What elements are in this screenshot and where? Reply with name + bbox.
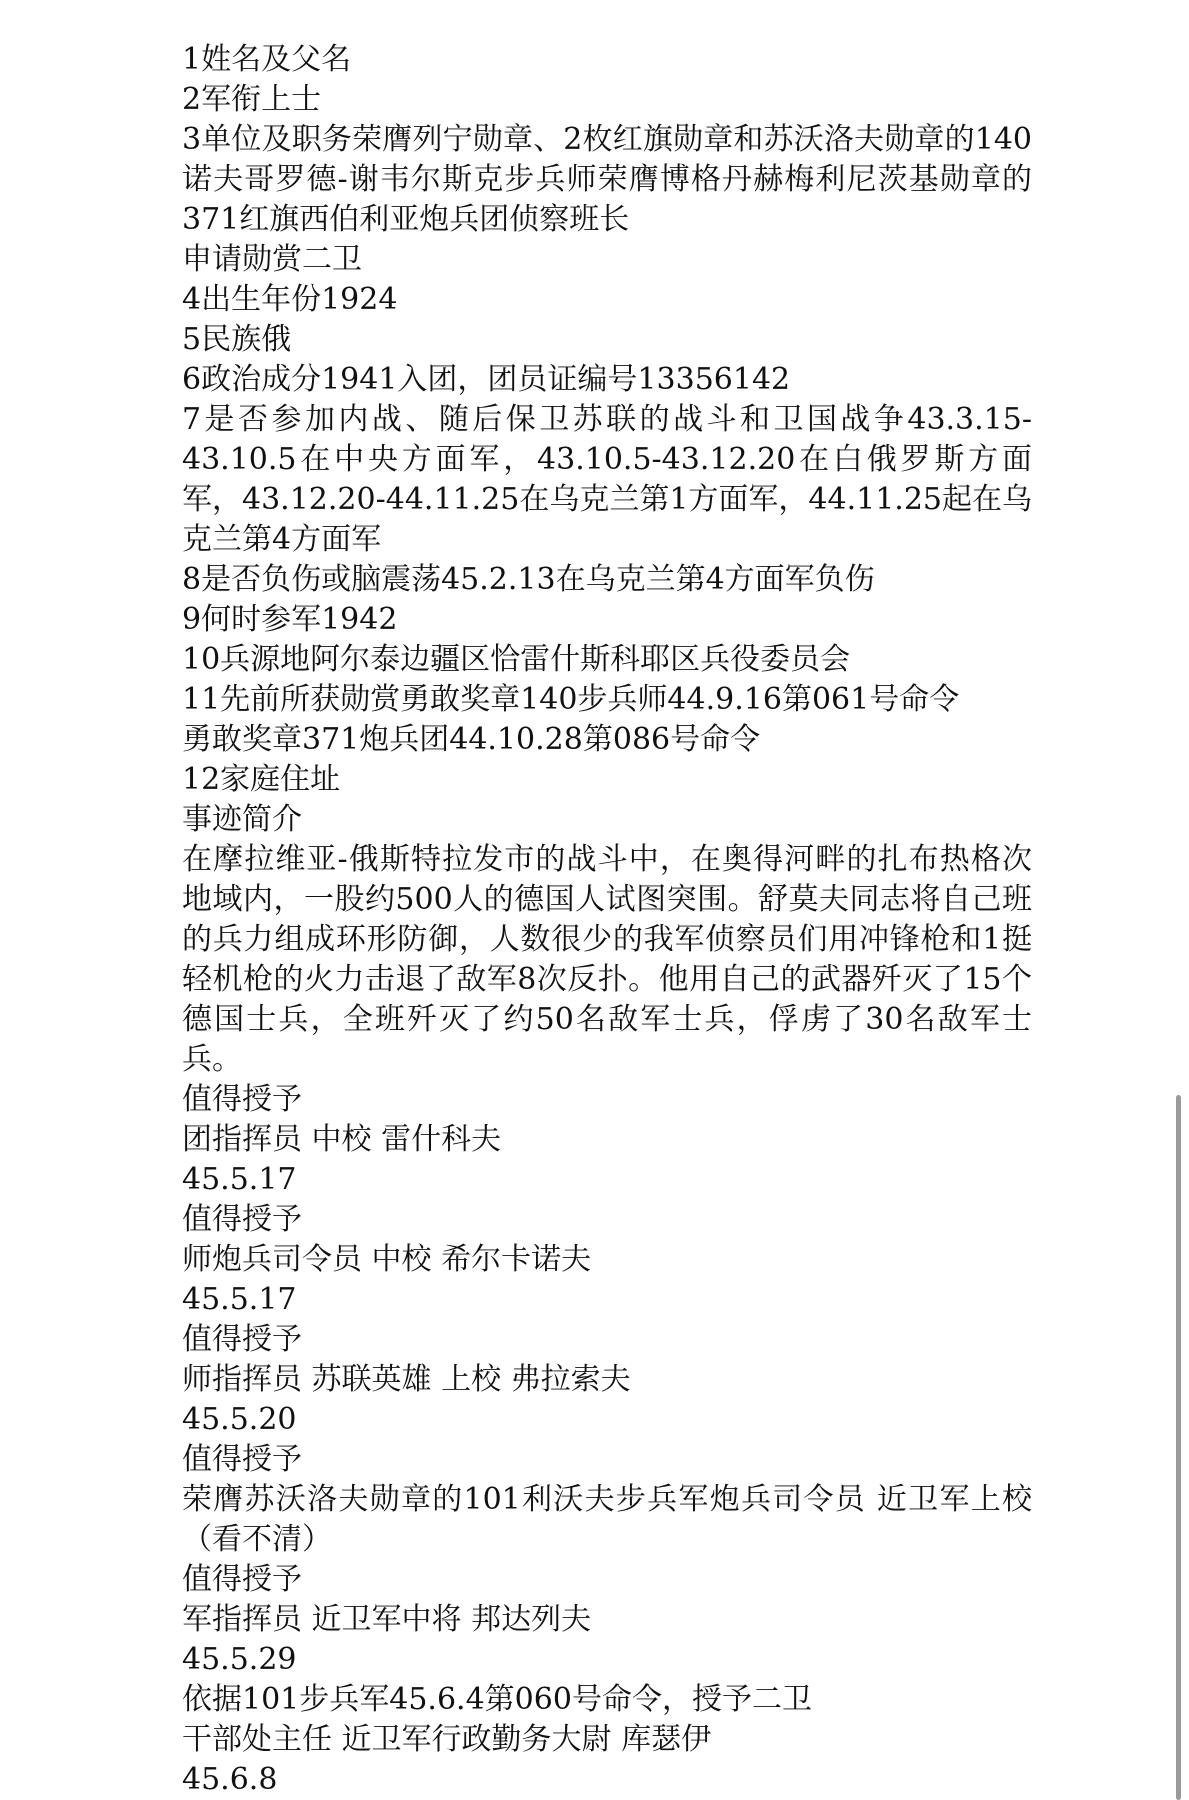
field-nationality: 5民族俄 xyxy=(182,322,292,357)
endorsement-signer: 团指挥员 中校 雷什科夫 xyxy=(182,1122,502,1157)
endorsement-label: 值得授予 xyxy=(182,1562,302,1597)
field-draft-source: 10兵源地阿尔泰边疆区恰雷什斯科耶区兵役委员会 xyxy=(182,642,851,677)
field-rank: 2军衔上士 xyxy=(182,82,322,117)
endorsement-label: 值得授予 xyxy=(182,1442,302,1477)
endorsement-date: 45.5.17 xyxy=(182,1162,297,1197)
endorsement-date: 45.5.29 xyxy=(182,1642,297,1677)
endorsement-label: 值得授予 xyxy=(182,1322,302,1357)
field-home-address: 12家庭住址 xyxy=(182,762,341,797)
field-political-status: 6政治成分1941入团，团员证编号13356142 xyxy=(182,362,791,397)
award-document xyxy=(182,40,1032,1800)
endorsement-label: 值得授予 xyxy=(182,1082,302,1117)
endorsement-label: 值得授予 xyxy=(182,1202,302,1237)
field-award-requested: 申请勋赏二卫 xyxy=(182,242,362,277)
field-previous-awards: 11先前所获勋赏勇敢奖章140步兵师44.9.16第061号命令 xyxy=(182,682,960,717)
field-wounds: 8是否负伤或脑震荡45.2.13在乌克兰第4方面军负伤 xyxy=(182,562,875,597)
endorsement-signer: 军指挥员 近卫军中将 邦达列夫 xyxy=(182,1602,592,1637)
award-order: 依据101步兵军45.6.4第060号命令，授予二卫 xyxy=(182,1682,812,1717)
field-war-participation: 7是否参加内战、随后保卫苏联的战斗和卫国战争43.3.15-43.10.5在中央方面军，43.10.5-43.12.20在白俄罗斯方面军，43.12.20-44.11.25在乌克兰第1方面军，44.11.25起在乌克兰第4方面军 xyxy=(182,402,1033,557)
field-previous-awards-cont: 勇敢奖章371炮兵团44.10.28第086号命令 xyxy=(182,722,761,757)
field-birth-year: 4出生年份1924 xyxy=(182,282,398,317)
deeds-summary: 在摩拉维亚-俄斯特拉发市的战斗中，在奥得河畔的扎布热格次地域内，一股约500人的德国人试图突围。舒莫夫同志将自己班的兵力组成环形防御，人数很少的我军侦察员们用冲锋枪和1挺轻机枪的火力击退了敌军8次反扑。他用自己的武器歼灭了15个德国士兵，全班歼灭了约50名敌军士兵，俘虏了30名敌军士兵。 xyxy=(182,842,1032,1077)
endorsement-date: 45.5.20 xyxy=(182,1402,297,1437)
field-name: 1姓名及父名 xyxy=(182,42,352,77)
endorsement-signer: 师指挥员 苏联英雄 上校 弗拉索夫 xyxy=(182,1362,631,1397)
field-unit-position: 3单位及职务荣膺列宁勋章、2枚红旗勋章和苏沃洛夫勋章的140诺夫哥罗德-谢韦尔斯克步兵师荣膺博格丹赫梅利尼茨基勋章的371红旗西伯利亚炮兵团侦察班长 xyxy=(182,122,1032,237)
final-date: 45.6.8 xyxy=(182,1762,278,1797)
vertical-scrollbar[interactable] xyxy=(1176,1095,1181,1800)
personnel-chief-signer: 干部处主任 近卫军行政勤务大尉 库瑟伊 xyxy=(182,1722,712,1757)
endorsement-signer: 师炮兵司令员 中校 希尔卡诺夫 xyxy=(182,1242,592,1277)
deeds-heading: 事迹简介 xyxy=(182,802,302,837)
field-enlistment-year: 9何时参军1942 xyxy=(182,602,398,637)
endorsement-signer: 荣膺苏沃洛夫勋章的101利沃夫步兵军炮兵司令员 近卫军上校（看不清） xyxy=(182,1482,1032,1557)
endorsement-date: 45.5.17 xyxy=(182,1282,297,1317)
